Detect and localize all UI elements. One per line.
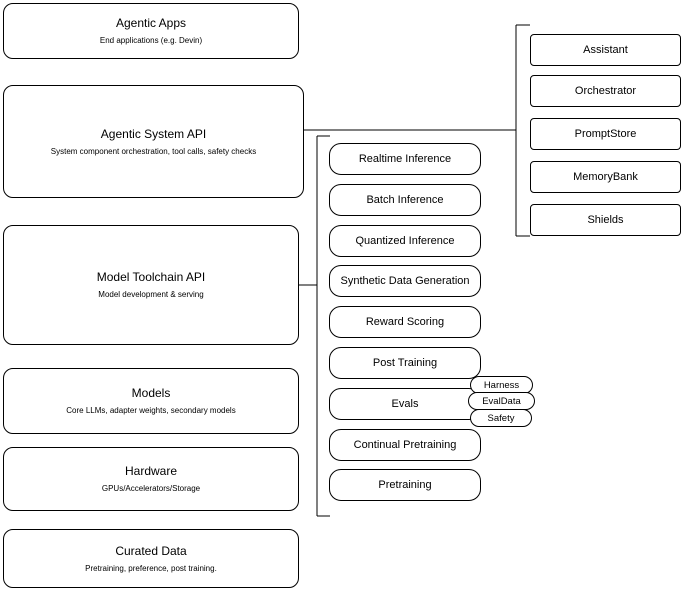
component-synthetic-data-generation[interactable] xyxy=(329,265,481,297)
component-label: Post Training xyxy=(372,357,438,369)
node-subtitle: End applications (e.g. Devin) xyxy=(99,36,203,45)
component-label: Pretraining xyxy=(378,479,432,491)
component-promptstore[interactable] xyxy=(530,118,681,150)
node-title: Model Toolchain API xyxy=(96,270,206,284)
node-subtitle: System component orchestration, tool calls, safety checks xyxy=(50,146,257,156)
component-label: Quantized Inference xyxy=(355,235,455,247)
component-label: Harness xyxy=(483,379,520,391)
component-quantized-inference[interactable] xyxy=(329,225,481,257)
node-subtitle: GPUs/Accelerators/Storage xyxy=(101,484,201,493)
component-label: EvalData xyxy=(482,395,521,407)
component-batch-inference[interactable] xyxy=(329,184,481,216)
component-label: PromptStore xyxy=(574,128,637,140)
component-label: Synthetic Data Generation xyxy=(340,275,470,287)
node-subtitle: Model development & serving xyxy=(98,290,204,299)
stack-node-agentic-system-api[interactable] xyxy=(3,85,304,198)
stack-node-hardware[interactable] xyxy=(3,447,299,511)
node-title: Agentic Apps xyxy=(115,16,187,30)
component-assistant[interactable] xyxy=(530,34,681,66)
component-label: MemoryBank xyxy=(573,171,638,183)
component-label: Assistant xyxy=(583,44,628,56)
component-reward-scoring[interactable] xyxy=(329,306,481,338)
component-shields[interactable] xyxy=(530,204,681,236)
component-label: Reward Scoring xyxy=(365,316,445,328)
component-post-training[interactable] xyxy=(329,347,481,379)
component-realtime-inference[interactable] xyxy=(329,143,481,175)
component-safety[interactable] xyxy=(470,409,532,427)
component-label: Batch Inference xyxy=(366,194,444,206)
component-evaldata[interactable] xyxy=(468,392,535,410)
stack-node-model-toolchain-api[interactable] xyxy=(3,225,299,345)
stack-node-agentic-apps[interactable] xyxy=(3,3,299,59)
component-label: Continual Pretraining xyxy=(353,439,457,451)
node-title: Hardware xyxy=(124,464,178,478)
component-evals[interactable] xyxy=(329,388,481,420)
node-subtitle: Core LLMs, adapter weights, secondary models xyxy=(66,406,236,415)
component-memorybank[interactable] xyxy=(530,161,681,193)
component-label: Realtime Inference xyxy=(358,153,452,165)
node-subtitle: Pretraining, preference, post training. xyxy=(85,563,217,573)
node-title: Models xyxy=(131,386,171,400)
component-pretraining[interactable] xyxy=(329,469,481,501)
component-label: Shields xyxy=(587,214,624,226)
component-label: Evals xyxy=(391,398,419,410)
node-title: Agentic System API xyxy=(100,126,207,141)
node-title: Curated Data xyxy=(115,543,187,558)
component-label: Orchestrator xyxy=(574,85,637,97)
stack-node-models[interactable] xyxy=(3,368,299,434)
component-orchestrator[interactable] xyxy=(530,75,681,107)
component-continual-pretraining[interactable] xyxy=(329,429,481,461)
stack-node-curated-data[interactable] xyxy=(3,529,299,588)
component-label: Safety xyxy=(487,412,515,424)
